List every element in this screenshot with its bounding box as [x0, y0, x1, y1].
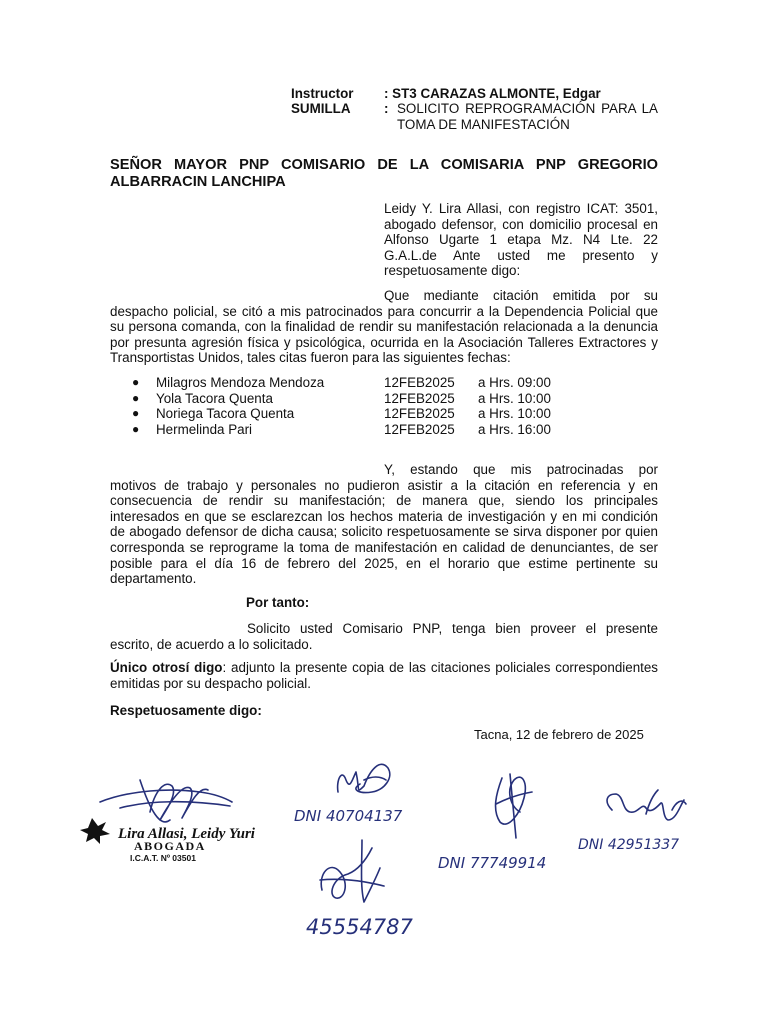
list-item: ● Noriega Tacora Quenta 12FEB2025 a Hrs. 10:00: [132, 406, 551, 422]
paragraph-citation-body: despacho policial, se citó a mis patrocinados para concurrir a la Dependencia Policial que su persona comanda, con la finalidad de rendir su manifestación relacionada a la denuncia por presunta agresión física y psicológica, ocurrida en la Asociación Talleres Extractores y Transportistas Unidos, tales citas fueron para las siguientes fechas:: [110, 303, 658, 366]
paragraph-request-body: motivos de trabajo y personales no pudieron asistir a la citación en referencia y en consecuencia de rendir su manifestación; de manera que, siendo los principales interesados en que se esclarezcan los hechos materia de investigación y en mi condición de abogado defensor de dicha causa; solicito respetuosamente se sirva disponer por quien corresponda se reprograme la toma de manifestación en calidad de denunciantes, de ser posible para el día 16 de febrero del 2025, en el horario que estime pertinente su departamento.: [110, 477, 658, 587]
closing-line: Respetuosamente digo:: [110, 703, 262, 718]
paragraph-solicito: [110, 621, 658, 652]
signature-4: [607, 790, 686, 820]
signature-5: [320, 840, 384, 902]
otrosi-label: Único otrosí digo: [110, 660, 223, 675]
appointments-list: [132, 375, 652, 437]
paragraph-request-first-line: Y, estando que mis patrocinadas por: [384, 462, 658, 477]
paragraph-solicito-body: escrito, de acuerdo a lo solicitado.: [110, 636, 313, 652]
otrosi-paragraph: [110, 660, 658, 691]
instructor-value: : ST3 CARAZAS ALMONTE, Edgar: [384, 86, 601, 101]
addressee-heading: SEÑOR MAYOR PNP COMISARIO DE LA COMISARIA PNP GREGORIO ALBARRACIN LANCHIPA: [110, 157, 658, 190]
paragraph-request: [110, 462, 658, 587]
sumilla-colon: :: [384, 101, 389, 116]
lawyer-stamp: [80, 818, 256, 863]
sumilla-value: SOLICITO REPROGRAMACIÓN PARA LA TOMA DE MANIFESTACIÓN: [397, 101, 658, 132]
paragraph-citation: [110, 288, 658, 366]
intro-paragraph: Leidy Y. Lira Allasi, con registro ICAT: 3501, abogado defensor, con domicilio procesal en Alfonso Ugarte 1 etapa Mz. N4 Lte. 22 G.A.L.de Ante usted me presento y respetuosamente digo:: [384, 201, 658, 279]
dni-42951337: DNI 42951337: [578, 837, 680, 853]
signature-3: [496, 774, 532, 838]
stamp-registry: I.C.A.T. Nº 03501: [130, 853, 196, 863]
por-tanto-heading: Por tanto:: [246, 595, 310, 610]
bullet-icon: ●: [132, 421, 140, 436]
star-icon: [80, 818, 110, 844]
signature-2: [338, 764, 390, 792]
signatures-area: [0, 750, 768, 950]
instructor-label: Instructor: [291, 86, 354, 101]
stamp-title: ABOGADA: [134, 839, 206, 853]
bullet-icon: ●: [132, 390, 140, 405]
paragraph-solicito-first-line: Solicito usted Comisario PNP, tenga bien proveer el presente: [247, 621, 658, 636]
otrosi-text: : adjunto la presente copia de las citaciones policiales correspondientes emitidas por su despacho policial.: [110, 660, 659, 691]
bullet-icon: ●: [132, 406, 140, 421]
handwritten-number: 45554787: [306, 915, 413, 939]
list-item: ● Milagros Mendoza Mendoza 12FEB2025 a Hrs. 09:00: [132, 375, 551, 390]
dni-40704137: DNI 40704137: [294, 807, 403, 825]
list-item: ● Hermelinda Pari 12FEB2025 a Hrs. 16:00: [132, 421, 551, 437]
lawyer-signature: [100, 780, 232, 822]
sumilla-label: SUMILLA: [291, 101, 351, 116]
list-item: ● Yola Tacora Quenta 12FEB2025 a Hrs. 10:00: [132, 390, 551, 406]
place-date: Tacna, 12 de febrero de 2025: [474, 727, 644, 742]
dni-77749914: DNI 77749914: [438, 854, 547, 872]
bullet-icon: ●: [132, 375, 140, 389]
paragraph-citation-first-line: Que mediante citación emitida por su: [384, 288, 658, 303]
stamp-name: Lira Allasi, Leidy Yuri: [118, 826, 255, 842]
